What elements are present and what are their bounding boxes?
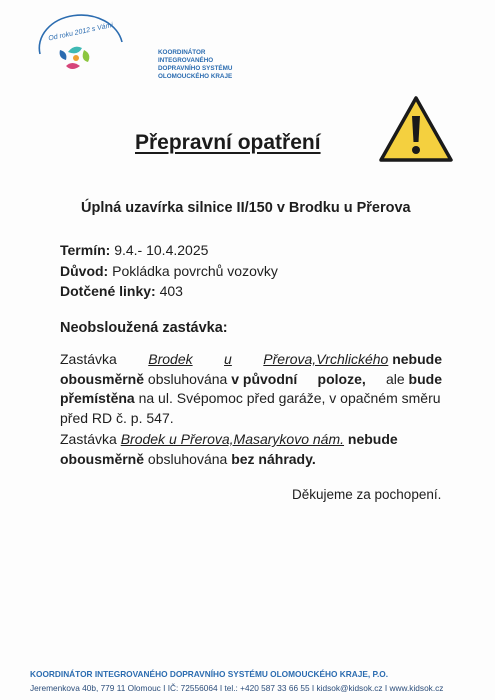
paragraph-cancelled-stop (60, 430, 442, 469)
p1-stop-name-b: u (224, 351, 232, 367)
warning-triangle-icon (378, 94, 454, 164)
p2-bold-obousmerne: obousměrně (60, 450, 145, 467)
logo-line-4: OLOMOUCKÉHO KRAJE (158, 73, 233, 80)
logo-wordmark (158, 49, 232, 81)
p1-line-4 (60, 409, 442, 429)
p1-bold-poloze: poloze, (317, 370, 366, 387)
p1-text: obsluhována (147, 370, 228, 387)
logo-line-1: KOORDINÁTOR (158, 49, 206, 56)
p1-bold-puvodni: původní (242, 370, 298, 387)
p2-line-2 (60, 450, 442, 470)
lines-label: Dotčené linky: (60, 283, 156, 299)
p1-line-2 (60, 370, 442, 390)
notice-subtitle: Úplná uzavírka silnice II/150 v Brodku u Přerova (81, 200, 411, 216)
p2-bold-nebude: nebude (347, 431, 398, 447)
notice-info (60, 240, 278, 302)
footer-contact: Jeremenkova 40b, 779 11 Olomouc I IČ: 72556064 I tel.: +420 587 33 66 55 I kidsok@kidsok.cz I www.kidsok.cz (30, 683, 444, 693)
p1-bold-bude: bude (408, 370, 442, 387)
p1-bold-v: v (231, 370, 239, 387)
p2-word: Zastávka (60, 431, 117, 447)
logo-line-2: INTEGROVANÉHO (158, 57, 214, 64)
paragraph-relocated-stop (60, 350, 442, 428)
p1-word: Zastávka (60, 351, 117, 367)
reason-value: Pokládka povrchů vozovky (112, 262, 278, 279)
footer-organization: KOORDINÁTOR INTEGROVANÉHO DOPRAVNÍHO SYSTÉMU OLOMOUCKÉHO KRAJE, P.O. (30, 669, 389, 679)
p2-text: obsluhována (147, 450, 228, 467)
p1-line-1 (60, 350, 442, 370)
p1-text-ale: ale (385, 370, 405, 387)
logo-mark-icon (30, 14, 160, 76)
p2-bold-bez-nahrady: bez náhrady. (231, 450, 316, 467)
logo-line-3: DOPRAVNÍHO SYSTÉMU (158, 65, 233, 72)
p2-stop-name: Brodek u Přerova,Masarykovo nám. (120, 431, 345, 447)
reason-row (60, 261, 278, 282)
term-label: Termín: (60, 242, 111, 258)
p1-bold-obousmerne: obousměrně (60, 370, 145, 387)
p1-stop-name-c: Přerova,Vrchlického (263, 351, 389, 367)
page-title: Přepravní opatření (135, 131, 321, 154)
p1-text-address: před RD č. p. 547. (60, 409, 174, 426)
reason-label: Důvod: (60, 262, 109, 279)
p1-stop-name-a: Brodek (148, 351, 193, 367)
thanks-text: Děkujeme za pochopení. (292, 487, 442, 502)
term-value: 9.4.- 10.4.2025 (114, 242, 209, 258)
logo-arc-text: Od roku 2012 s Vámi (47, 21, 114, 43)
lines-row (60, 281, 278, 302)
p1-line-3 (60, 389, 442, 409)
lines-value: 403 (159, 283, 183, 299)
p1-bold-premistena: přemístěna (60, 390, 135, 406)
p1-text-location: na ul. Svépomoc před garáže, v opačném směru (138, 390, 441, 406)
p2-line-1 (60, 430, 442, 450)
p1-bold-nebude: nebude (392, 351, 442, 367)
kidsok-logo (30, 14, 250, 80)
term-row (60, 240, 278, 261)
section-heading: Neobsloužená zastávka: (60, 320, 228, 336)
